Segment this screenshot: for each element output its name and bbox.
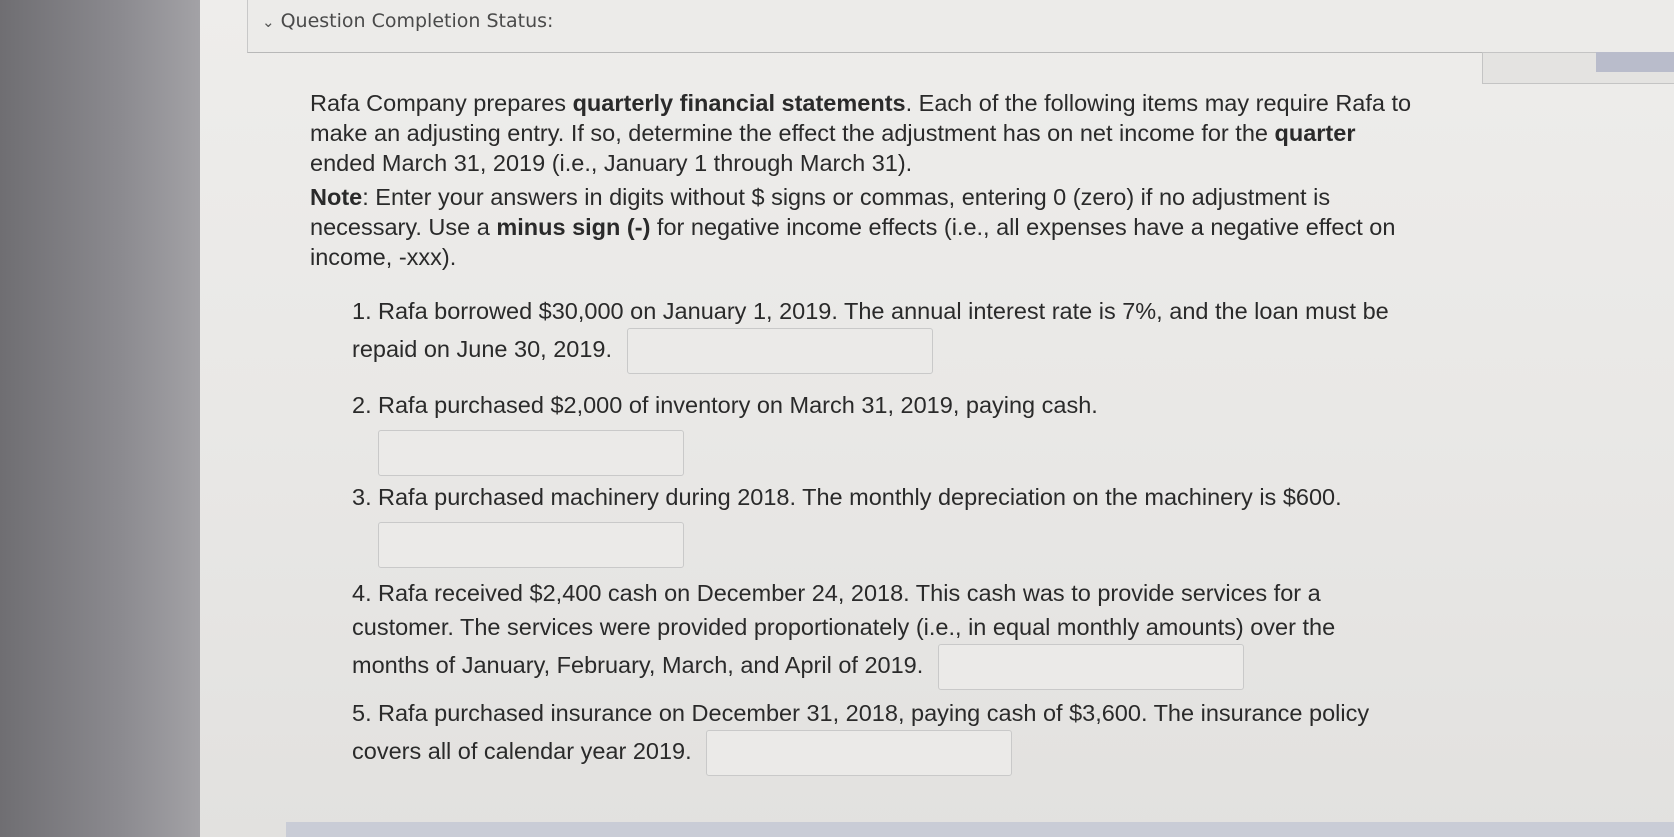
chevron-down-icon: ⌄	[262, 13, 275, 31]
bottom-panel-edge	[286, 822, 1674, 837]
question-item-5: 5. Rafa purchased insurance on December 31, 2018, paying cash of $3,600. The insurance policy covers all of calendar year 2019.	[352, 696, 1382, 776]
answer-input-5[interactable]	[706, 730, 1012, 776]
answer-input-4[interactable]	[938, 644, 1244, 690]
question-item-3: 3. Rafa purchased machinery during 2018. The monthly depreciation on the machinery is $600.	[352, 480, 1392, 568]
status-label: Question Completion Status:	[280, 10, 554, 32]
question-instructions	[310, 88, 1420, 276]
question-item-2: 2. Rafa purchased $2,000 of inventory on March 31, 2019, paying cash.	[352, 388, 1392, 476]
question-completion-status[interactable]	[262, 10, 553, 32]
intro-paragraph: Rafa Company prepares quarterly financial statements. Each of the following items may require Rafa to make an adjusting entry. If so, determine the effect the adjustment has on net income for the quarter ended March 31, 2019 (i.e., January 1 through March 31).	[310, 90, 1412, 176]
answer-input-1[interactable]	[627, 328, 933, 374]
question-item-1: 1. Rafa borrowed $30,000 on January 1, 2019. The annual interest rate is 7%, and the loan must be repaid on June 30, 2019.	[352, 294, 1392, 374]
top-right-tab	[1596, 52, 1674, 72]
note-paragraph: Note: Enter your answers in digits without $ signs or commas, entering 0 (zero) if no adjustment is necessary. Use a minus sign (-) for negative income effects (i.e., all expenses have a negative effect on income, -xxx).	[310, 184, 1396, 270]
answer-input-3[interactable]	[378, 522, 684, 568]
answer-input-2[interactable]	[378, 430, 684, 476]
question-item-4: 4. Rafa received $2,400 cash on December 24, 2018. This cash was to provide services for a customer. The services were provided proportionately (i.e., in equal monthly amounts) over the months of January, February, March, and April of 2019.	[352, 576, 1382, 690]
screen-bezel	[0, 0, 200, 837]
